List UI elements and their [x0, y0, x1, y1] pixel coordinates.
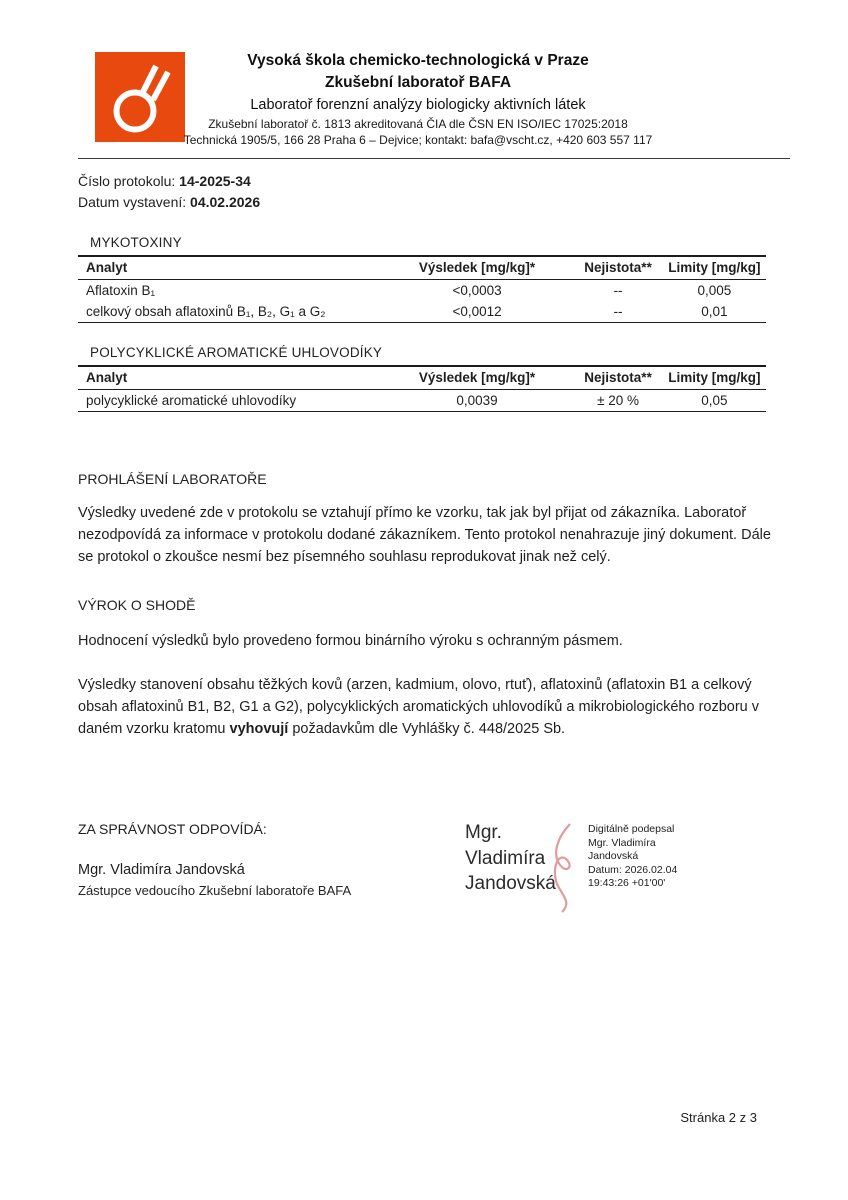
- verdict-method-text: Hodnocení výsledků bylo provedeno formou binárního výroku s ochranným pásmem.: [78, 633, 623, 649]
- vysledek-cell: 0,0039: [456, 393, 498, 408]
- page-content: [0, 50, 848, 899]
- table-header-row: [78, 256, 766, 280]
- digital-signature-block: [465, 820, 677, 899]
- organization-name: Vysoká škola chemicko-technologická v Praze: [247, 52, 589, 69]
- verdict-result-post: požadavkům dle Vyhlášky č. 448/2025 Sb.: [288, 721, 566, 737]
- declaration-text: Výsledky uvedené zde v protokolu se vztahují přímo ke vzorku, tak jak byl přijat od zákazníka. Laboratoř nezodpovídá za informace v protokolu dodané zákazníkem. Tento protokol nenahrazuje jiný dokument. Dále se protokol o zkoušce nesmí bez písemného souhlasu reprodukovat jinak než celý.: [78, 505, 771, 565]
- digital-signature-name-line: Mgr.: [465, 822, 502, 843]
- digital-signature-detail-line: Jandovská: [588, 850, 639, 863]
- digital-signature-detail-line: 19:43:26 +01'00': [588, 877, 666, 890]
- vysledek-cell: <0,0003: [452, 283, 502, 298]
- verdict-title: VÝROK O SHODĚ: [78, 597, 196, 613]
- signature-section: [78, 820, 790, 899]
- verdict-result-text: [78, 674, 790, 740]
- responsibility-title: ZA SPRÁVNOST ODPOVÍDÁ:: [78, 821, 267, 837]
- section-title-mykotoxiny: MYKOTOXINY: [90, 235, 182, 250]
- protocol-number-value: 14-2025-34: [179, 173, 251, 189]
- analyt-cell: Aflatoxin B₁: [86, 283, 156, 298]
- limity-cell: 0,005: [697, 283, 732, 298]
- column-header-vysledek: Výsledek [mg/kg]*: [381, 366, 574, 390]
- contact-line: Technická 1905/5, 166 28 Praha 6 – Dejvice; kontakt: bafa@vscht.cz, +420 603 557 117: [183, 133, 653, 147]
- signature-flourish-icon: [549, 822, 579, 914]
- table-row: [78, 390, 766, 412]
- issue-date-label: Datum vystavení:: [78, 194, 187, 210]
- digital-signature-detail-line: Datum: 2026.02.04: [588, 863, 678, 876]
- digital-signature-name-line: Vladimíra: [465, 847, 546, 869]
- header-divider: [78, 158, 790, 159]
- nejistota-cell: --: [613, 283, 623, 298]
- laboratory-name: Zkušební laboratoř BAFA: [324, 74, 512, 91]
- declaration-title: PROHLÁŠENÍ LABORATOŘE: [78, 471, 267, 487]
- table-row: [78, 301, 766, 323]
- verdict-result-pre: Výsledky stanovení obsahu těžkých kovů (arzen, kadmium, olovo, rtuť), aflatoxinů (aflatoxin B1 a celkový obsah aflatoxinů B1, B2, G1 a G2), polycyklických aromatických uhlovodíků a mikrobiologického rozboru v daném vzorku kratomu: [78, 677, 760, 737]
- column-header-vysledek: Výsledek [mg/kg]*: [381, 256, 574, 280]
- protocol-number-line: [78, 171, 790, 192]
- limity-cell: 0,05: [701, 393, 728, 408]
- vysledek-cell: <0,0012: [452, 304, 502, 319]
- column-header-analyt: Analyt: [78, 256, 381, 280]
- page-number: Stránka 2 z 3: [680, 1110, 757, 1125]
- responsible-person-block: [78, 820, 465, 899]
- column-header-analyt: Analyt: [78, 366, 381, 390]
- protocol-number-label: Číslo protokolu:: [78, 173, 176, 189]
- limity-cell: 0,01: [701, 304, 728, 319]
- digital-signature-name-line: Jandovská: [465, 873, 556, 894]
- column-header-nejistota: Nejistota**: [573, 366, 662, 390]
- responsible-person-name: Mgr. Vladimíra Jandovská: [78, 862, 245, 878]
- responsible-person-role: Zástupce vedoucího Zkušební laboratoře BAFA: [78, 883, 352, 898]
- laboratory-subtitle: Laboratoř forenzní analýzy biologicky aktivních látek: [250, 97, 586, 113]
- column-header-limity: Limity [mg/kg]: [663, 256, 766, 280]
- accreditation-line: Zkušební laboratoř č. 1813 akreditovaná ČIA dle ČSN EN ISO/IEC 17025:2018: [208, 117, 628, 131]
- section-title-pau: POLYCYKLICKÉ AROMATICKÉ UHLOVODÍKY: [90, 345, 383, 360]
- table-row: [78, 280, 766, 302]
- verdict-result-keyword: vyhovují: [229, 721, 289, 737]
- letterhead-text: [78, 50, 758, 148]
- column-header-limity: Limity [mg/kg]: [663, 366, 766, 390]
- digital-signature-name: [465, 820, 560, 899]
- nejistota-cell: --: [613, 304, 623, 319]
- digital-signature-details: [588, 820, 677, 899]
- digital-signature-detail-line: Mgr. Vladimíra: [588, 836, 656, 849]
- analyt-cell: celkový obsah aflatoxinů B₁, B₂, G₁ a G₂: [86, 304, 326, 319]
- issue-date-value: 04.02.2026: [190, 194, 261, 210]
- protocol-meta: [78, 171, 790, 213]
- nejistota-cell: ± 20 %: [597, 393, 640, 408]
- issue-date-line: [78, 192, 790, 213]
- letterhead: [78, 50, 790, 150]
- pau-table: [78, 365, 766, 412]
- analyt-cell: polycyklické aromatické uhlovodíky: [86, 393, 297, 408]
- column-header-nejistota: Nejistota**: [573, 256, 662, 280]
- digital-signature-detail-line: Digitálně podepsal: [588, 823, 675, 835]
- mykotoxiny-table: [78, 255, 766, 323]
- table-header-row: [78, 366, 766, 390]
